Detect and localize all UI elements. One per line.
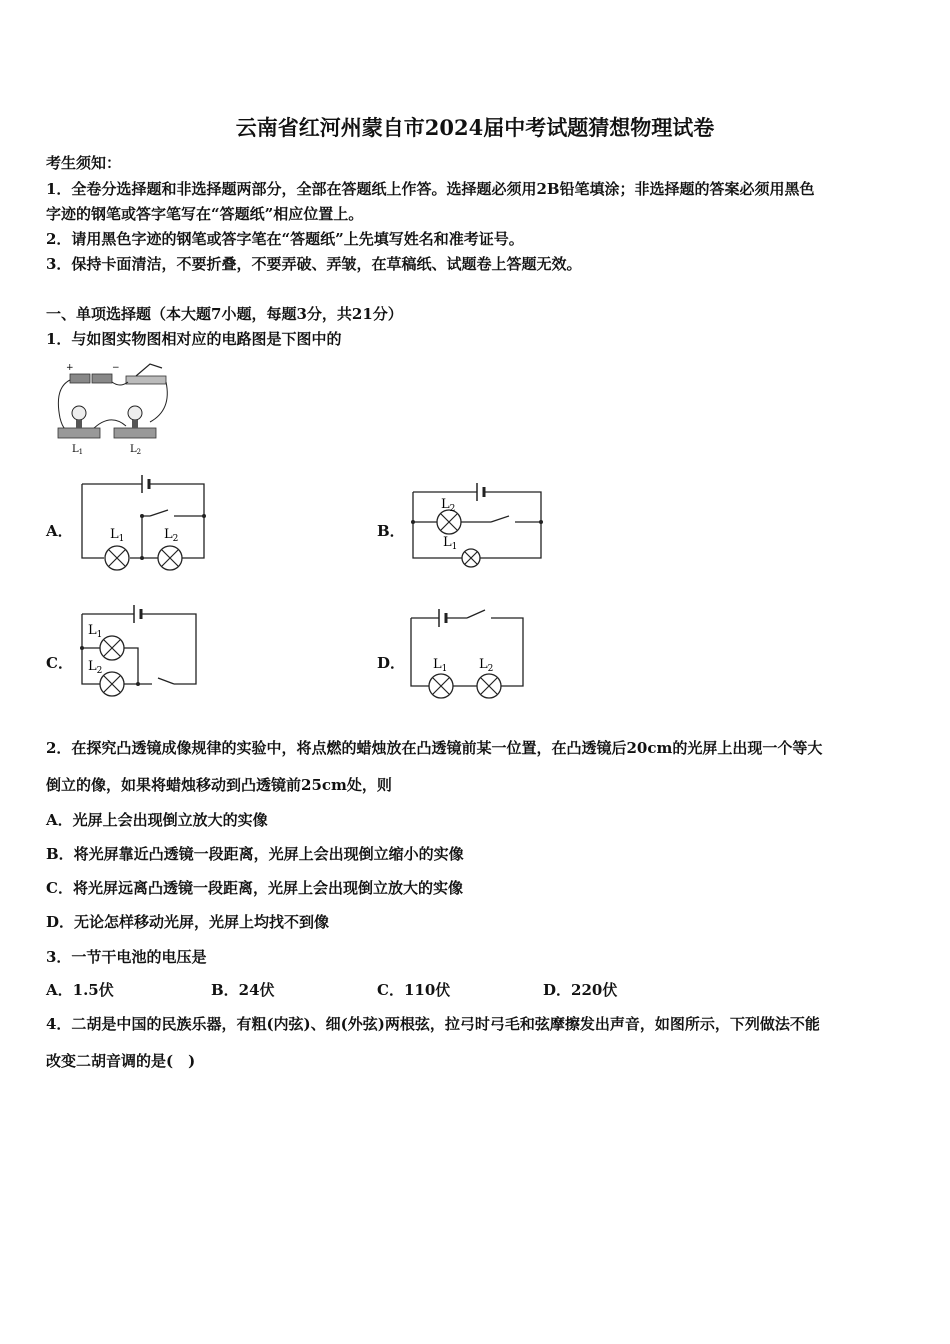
bulb-l1-base [76, 420, 82, 428]
question-4-stem-line-1: 4．二胡是中国的民族乐器，有粗(内弦)、细(外弦)两根弦，拉弓时弓毛和弦摩擦发出声音，如图所示，下列做法不能 [46, 1015, 820, 1033]
lamp-holder-l1 [58, 428, 100, 438]
wire-right [150, 382, 167, 422]
label-l2: $L_2$ [88, 659, 103, 676]
battery-minus-label: − [112, 363, 120, 373]
question-2-option-b: B．将光屏靠近凸透镜一段距离，光屏上会出现倒立缩小的实像 [46, 845, 464, 863]
battery-cell-2 [92, 374, 112, 383]
notice-item-1-line-1: 1．全卷分选择题和非选择题两部分，全部在答题纸上作答。选择题必须用2B铅笔填涂；非选择题的答案必须用黑色 [46, 180, 815, 198]
q1-option-a-label: A． [46, 522, 73, 540]
photo-label-l1: $L_1$ [72, 444, 84, 456]
question-2-stem-line-2: 倒立的像，如果将蜡烛移动到凸透镜前25cm处，则 [46, 776, 392, 794]
label-l2: $L_2$ [164, 527, 179, 544]
circuit-photo [50, 360, 175, 460]
bulb-l1 [72, 406, 86, 420]
label-l1: $L_1$ [433, 657, 448, 674]
q1-option-d-label: D． [377, 654, 406, 672]
bulb-l2 [128, 406, 142, 420]
label-l1: $L_1$ [443, 535, 458, 552]
bulb-l2-symbol [100, 672, 124, 696]
photo-label-l2: $L_2$ [130, 444, 142, 456]
section-heading: 一、单项选择题（本大题7小题，每题3分，共21分） [46, 305, 403, 323]
notice-item-3: 3．保持卡面清洁，不要折叠，不要弄破、弄皱，在草稿纸、试题卷上答题无效。 [46, 255, 582, 273]
label-l1: $L_1$ [88, 623, 103, 640]
notice-heading: 考生须知： [46, 154, 122, 172]
question-3-stem: 3．一节干电池的电压是 [46, 948, 207, 966]
question-3-option-a: A．1.5伏 [46, 981, 114, 999]
bulb-l2-symbol [477, 674, 501, 698]
question-3-option-b: B．24伏 [211, 981, 275, 999]
bulb-l1-symbol [105, 546, 129, 570]
q1-option-d-diagram [405, 602, 530, 702]
question-2-option-c: C．将光屏远离凸透镜一段距离，光屏上会出现倒立放大的实像 [46, 879, 463, 897]
q1-option-a-diagram [78, 470, 210, 578]
bulb-l1-symbol [100, 636, 124, 660]
q1-option-c-diagram [78, 600, 203, 700]
question-2-stem-line-1: 2．在探究凸透镜成像规律的实验中，将点燃的蜡烛放在凸透镜前某一位置，在凸透镜后20cm的光屏上出现一个等大 [46, 739, 823, 757]
battery-cell-1 [70, 374, 90, 383]
bulb-l1-symbol [429, 674, 453, 698]
question-3-option-d: D．220伏 [543, 981, 618, 999]
label-l2: $L_2$ [479, 657, 494, 674]
wire-left [58, 380, 72, 431]
question-2-option-d: D．无论怎样移动光屏，光屏上均找不到像 [46, 913, 330, 931]
notice-item-1-line-2: 字迹的钢笔或答字笔写在“答题纸”相应位置上。 [46, 205, 364, 223]
page-title: 云南省红河州蒙自市2024届中考试题猜想物理试卷 [235, 115, 715, 140]
question-4-stem-line-2: 改变二胡音调的是( ) [46, 1052, 196, 1070]
label-l1: $L_1$ [110, 527, 125, 544]
battery-plus-label: + [66, 363, 74, 373]
notice-item-2: 2．请用黑色字迹的钢笔或答字笔在“答题纸”上先填写姓名和准考证号。 [46, 230, 524, 248]
question-3-option-c: C．110伏 [377, 981, 451, 999]
q1-option-b-diagram [405, 478, 550, 573]
switch-lever [136, 364, 162, 376]
bulb-l2-base [132, 420, 138, 428]
bulb-l1-symbol [462, 549, 480, 567]
question-2-option-a: A．光屏上会出现倒立放大的实像 [46, 811, 268, 829]
q1-option-b-label: B． [377, 522, 405, 540]
label-l2: $L_2$ [441, 497, 456, 514]
wire-top [112, 382, 128, 385]
lamp-holder-l2 [114, 428, 156, 438]
q1-option-c-label: C． [46, 654, 73, 672]
bulb-l2-symbol [158, 546, 182, 570]
question-1-stem: 1．与如图实物图相对应的电路图是下图中的 [46, 330, 342, 348]
switch-base [126, 376, 166, 384]
